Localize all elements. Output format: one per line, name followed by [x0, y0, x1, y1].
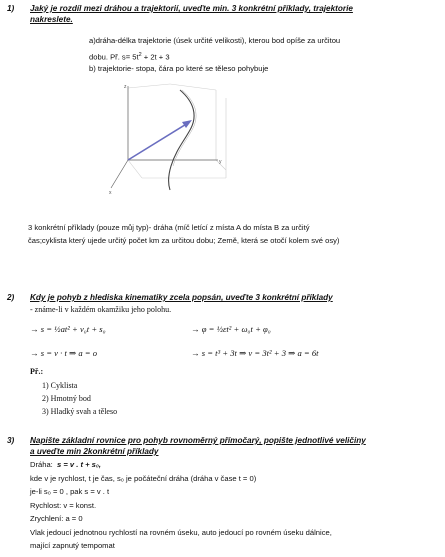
q2-item-1: 1) Cyklista: [42, 381, 78, 390]
equation-1-right: → φ = ½εt² + ω₀t + φ₀: [191, 324, 271, 334]
q3-title-line2: a uveďte min 2konkrétní příklady: [30, 447, 159, 456]
equation-1-left: → s = ½at² + v₀t + s₀: [30, 324, 106, 334]
q3-examples-line1: Vlak jedoucí jednotnou rychlostí na rovném úseku, auto jedoucí po rovném úseku dálnice,: [30, 528, 332, 537]
q1-title-line2: nakreslete.: [30, 15, 73, 24]
q3-zrychleni: Zrychlení: a = 0: [30, 514, 83, 523]
vector-arrowhead: [182, 120, 192, 128]
q1-examples-line2: čas;cyklista který ujede určitý počet km za určitou dobu; Země, která se otočí kolem své osy): [28, 236, 340, 245]
axis-z-label: z: [124, 84, 127, 90]
x-axis: [111, 160, 128, 188]
trajectory-diagram: [108, 78, 238, 203]
q3-title-line1: Napište základní rovnice pro pohyb rovnoměrný přímočarý, popište jednotlivé veličiny: [30, 436, 366, 445]
q1-answer-a-line2: dobu. Př. $s= 5t^2 + 2t + 3$: [89, 52, 170, 62]
q2-title: Kdy je pohyb z hlediska kinematiky zcela popsán, uveďte 3 konkrétní příklady: [30, 293, 333, 302]
equation-2-left: → s = v · t ⇒ a = o: [30, 348, 98, 358]
q1-number: 1): [7, 4, 15, 13]
q1-answer-a-line1: a)dráha-délka trajektorie (úsek určité velikosti), kterou bod opíše za určitou: [89, 36, 341, 45]
axis-y-label: y: [219, 159, 222, 165]
q2-item-3: 3) Hladký svah a těleso: [42, 407, 118, 416]
q3-draha: Dráha: s = v . t + s₀,: [30, 460, 101, 469]
axis-x-label: x: [109, 190, 112, 196]
trajectory-curve: [169, 90, 194, 190]
q2-item-2: 2) Hmotný bod: [42, 394, 91, 403]
position-vector: [128, 123, 188, 160]
q1-answer-b: b) trajektorie- stopa, čára po které se těleso pohybuje: [89, 64, 269, 73]
q3-rychlost: Rychlost: v = konst.: [30, 501, 97, 510]
q3-number: 3): [7, 436, 15, 445]
equation-2-right: → s = t³ + 3t ⇒ v = 3t² + 3 ⇒ a = 6t: [191, 348, 319, 358]
q2-example-label: Př.:: [30, 367, 44, 376]
q3-kde: kde v je rychlost, t je čas, s₀ je počáteční dráha (dráha v čase t = 0): [30, 474, 257, 483]
q3-examples-line2: mající zapnutý tempomat: [30, 541, 115, 550]
q2-subtitle: - známe-li v každém okamžiku jeho polohu.: [30, 305, 172, 314]
q3-jeli: je-li s₀ = 0 , pak s = v . t: [30, 487, 110, 496]
q1-title-line1: Jaký je rozdíl mezi dráhou a trajektorií, uveďte min. 3 konkrétní příklady, trajektorie: [30, 4, 353, 13]
q2-number: 2): [7, 293, 15, 302]
q1-examples-line1: 3 konkrétní příklady (pouze můj typ)- dráha (míč letící z místa A do místa B za určitý: [28, 223, 310, 232]
